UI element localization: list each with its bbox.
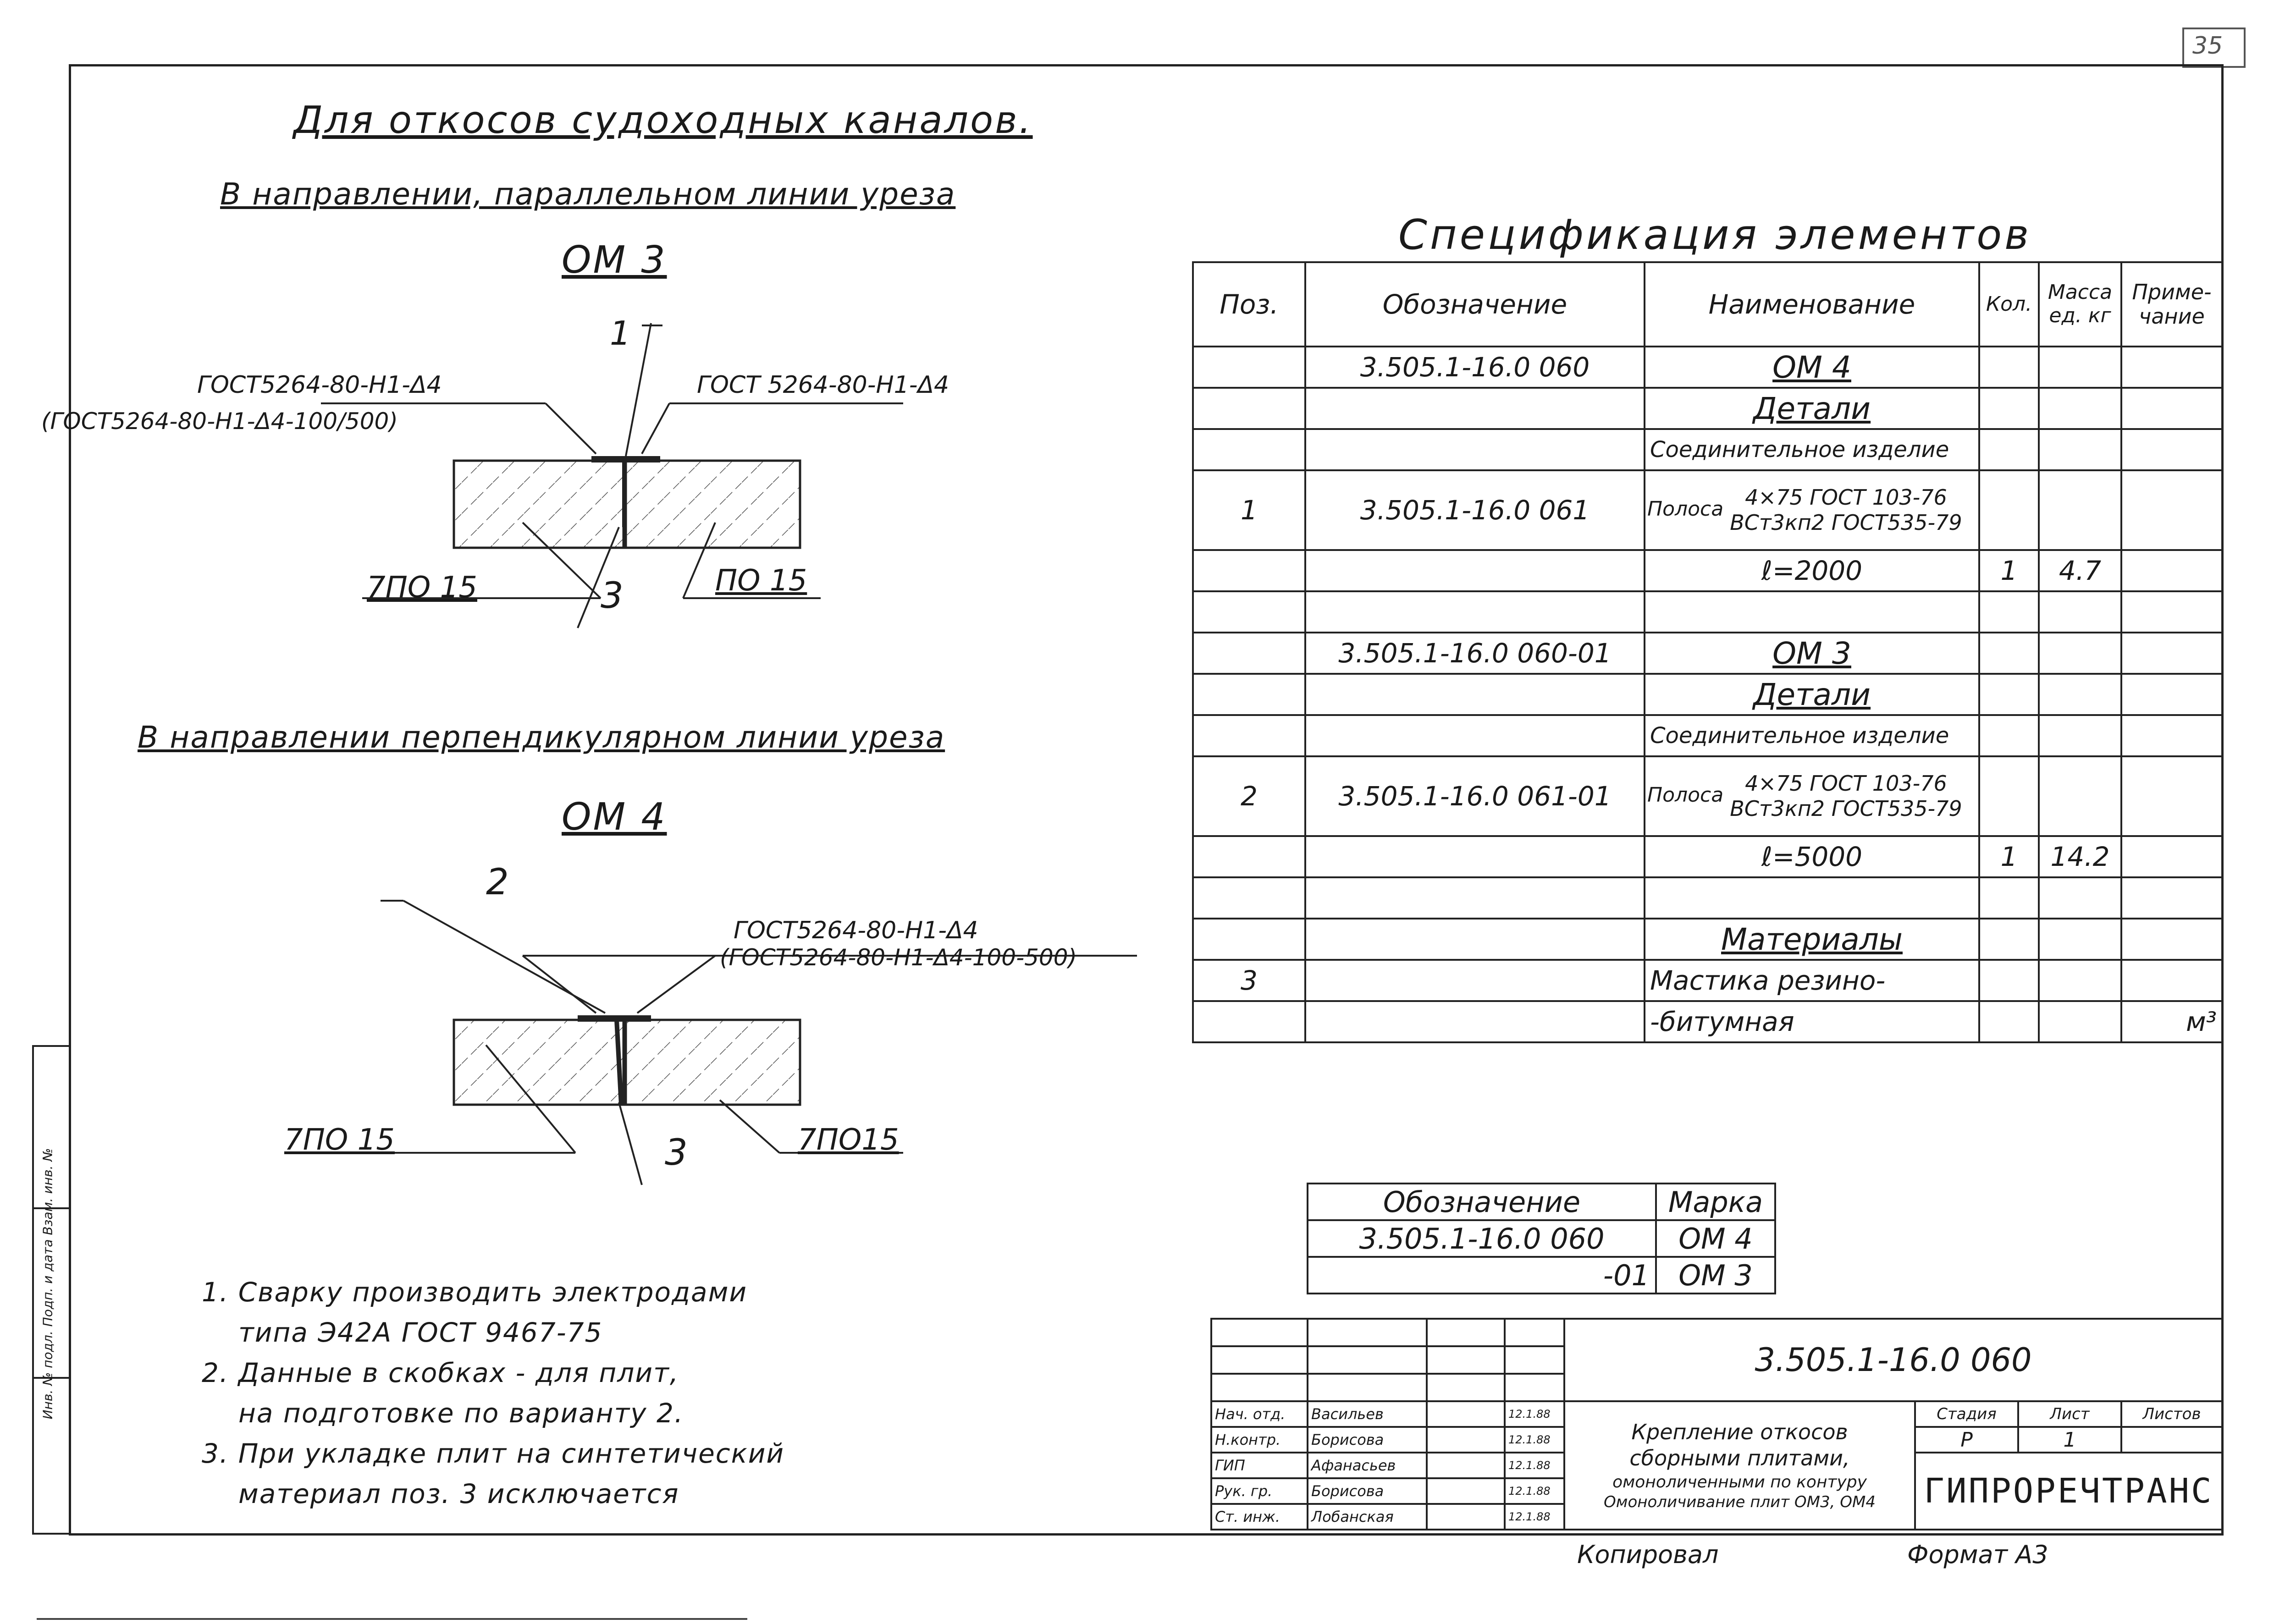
om4-slab-left (454, 1020, 626, 1105)
om3-weld-right: ГОСТ 5264-80-Н1-Δ4 (697, 371, 949, 399)
role-cell: Н.контр. (1211, 1427, 1308, 1453)
om4-slab-right-label: 7ПО15 (798, 1123, 899, 1157)
om4-weld-1: ГОСТ5264-80-Н1-Δ4 (734, 917, 978, 944)
spec-cell: ОМ 4 (1645, 347, 1979, 388)
table-row (1308, 1184, 1775, 1220)
spec-cell: 4×75 ГОСТ 103-76 (1745, 771, 1947, 796)
signature-cell (1427, 1478, 1505, 1504)
table-row (1193, 550, 2222, 591)
spec-cell: -битумная (1645, 1001, 1979, 1042)
spec-cell: 4.7 (2039, 550, 2121, 591)
om3-leader-3-label: 3 (601, 575, 624, 617)
table-row (1193, 1001, 2222, 1042)
om3-title: ОМ 3 (562, 238, 667, 282)
spec-cell: 1 (1979, 550, 2039, 591)
spec-cell: Полоса (1647, 497, 1724, 521)
copied-by: Копировал (1577, 1540, 1719, 1569)
frame-top (69, 64, 2224, 66)
spec-cell: 1 (1979, 836, 2039, 877)
spec-table (1192, 261, 2223, 1043)
om4-strip (578, 1015, 651, 1022)
om3-leader-1-label: 1 (610, 314, 631, 352)
spec-header-pos: Поз. (1193, 262, 1305, 347)
note-2a: 2. Данные в скобках - для плит, (202, 1357, 679, 1388)
role-cell: ГИП (1211, 1453, 1308, 1478)
spec-cell: Материалы (1645, 919, 1979, 960)
om4-weld-2: (ГОСТ5264-80-Н1-Δ4-100-500) (720, 944, 1077, 971)
desig-cell: -01 (1308, 1257, 1656, 1294)
date-cell: 12.1.88 (1505, 1401, 1564, 1427)
desig-cell: ОМ 4 (1656, 1220, 1775, 1257)
role-cell: Ст. инж. (1211, 1504, 1308, 1530)
signature-cell (1427, 1453, 1505, 1478)
table-row (1193, 877, 2222, 919)
signature-cell (1427, 1401, 1505, 1427)
note-1a: 1. Сварку производить электродами (202, 1277, 748, 1308)
om4-leader-3-label: 3 (665, 1132, 688, 1173)
om3-weld-left-1: ГОСТ5264-80-Н1-Δ4 (197, 371, 442, 399)
spec-cell: Соединительное изделие (1645, 715, 1979, 756)
table-row (1193, 756, 2222, 836)
spec-cell: ВСт3кп2 ГОСТ535-79 (1730, 510, 1962, 535)
desig-cell: 3.505.1-16.0 060 (1308, 1220, 1656, 1257)
description-cell (1564, 1401, 1915, 1530)
spec-header-note: Приме- чание (2121, 262, 2222, 347)
note-2b: на подготовке по варианту 2. (238, 1398, 684, 1429)
spec-cell: ℓ=2000 (1645, 550, 1979, 591)
spec-cell: Полоса (1647, 783, 1724, 807)
sheet-label: Лист (2018, 1401, 2121, 1427)
om4-title: ОМ 4 (562, 795, 667, 839)
om4-slab-left-label: 7ПО 15 (284, 1123, 395, 1157)
table-row (1193, 591, 2222, 633)
table-row (1211, 1401, 2222, 1427)
om4-leader-2-label: 2 (486, 862, 509, 903)
om3-slab-right (624, 461, 800, 548)
bottom-trim-line (37, 1618, 747, 1620)
role-cell: Рук. гр. (1211, 1478, 1308, 1504)
table-row (1193, 836, 2222, 877)
sheets-label: Листов (2121, 1401, 2222, 1427)
spec-cell: 1 (1193, 470, 1305, 550)
desig-header-designation: Обозначение (1308, 1184, 1656, 1220)
date-cell: 12.1.88 (1505, 1427, 1564, 1453)
note-3b: материал поз. 3 исключается (238, 1478, 679, 1509)
date-cell: 12.1.88 (1505, 1478, 1564, 1504)
sheet-value: 1 (2018, 1427, 2121, 1453)
spec-cell: Детали (1645, 388, 1979, 429)
signature-cell (1427, 1427, 1505, 1453)
organization: ГИПРОРЕЧТРАНС (1915, 1453, 2222, 1530)
designation-table (1307, 1183, 1776, 1294)
date-cell: 12.1.88 (1505, 1453, 1564, 1478)
table-row (1193, 919, 2222, 960)
notes-block (202, 1272, 784, 1514)
stage-label: Стадия (1915, 1401, 2018, 1427)
table-row (1193, 347, 2222, 388)
description-line: Омоноличивание плит ОМ3, ОМ4 (1604, 1492, 1876, 1511)
name-cell: Борисова (1308, 1427, 1427, 1453)
name-cell: Лобанская (1308, 1504, 1427, 1530)
doc-code: 3.505.1-16.0 060 (1564, 1319, 2222, 1401)
name-cell: Афанасьев (1308, 1453, 1427, 1478)
date-cell: 12.1.88 (1505, 1504, 1564, 1530)
desig-header-mark: Марка (1656, 1184, 1775, 1220)
table-row (1193, 429, 2222, 470)
om4-slab-right (624, 1020, 800, 1105)
spec-cell: 3.505.1-16.0 061-01 (1305, 756, 1645, 836)
om3-slab-left-label: 7ПО 15 (367, 571, 477, 605)
description-line: сборными плитами, (1629, 1446, 1850, 1471)
spec-header-mass: Масса ед. кг (2039, 262, 2121, 347)
spec-cell: ОМ 3 (1645, 633, 1979, 674)
format-label: Формат А3 (1907, 1540, 2048, 1569)
description-line: омоноличенными по контуру (1612, 1472, 1867, 1492)
spec-header-qty: Кол. (1979, 262, 2039, 347)
stage-value: Р (1915, 1427, 2018, 1453)
signature-cell (1427, 1504, 1505, 1530)
spec-cell: 3.505.1-16.0 060-01 (1305, 633, 1645, 674)
spec-cell: Мастика резино- (1645, 960, 1979, 1001)
corner-number: 35 (2192, 32, 2223, 60)
om3-slab-left (454, 461, 626, 548)
spec-cell: Соединительное изделие (1645, 429, 1979, 470)
spec-cell: ℓ=5000 (1645, 836, 1979, 877)
spec-title: Спецификация элементов (1398, 211, 2032, 259)
spec-cell: ВСт3кп2 ГОСТ535-79 (1730, 796, 1962, 821)
table-row (1308, 1257, 1775, 1294)
spec-cell: 2 (1193, 756, 1305, 836)
corner-number-box (2182, 28, 2246, 68)
table-row (1193, 715, 2222, 756)
spec-cell-strip (1645, 756, 1979, 836)
section-parallel-heading: В направлении, параллельном линии уреза (220, 176, 956, 212)
binding-stamp (32, 1045, 71, 1535)
section-perpendicular-heading: В направлении перпендикулярном линии уреза (138, 720, 945, 755)
binding-stamp-text: Инв. № подл. Подп. и дата Взам. инв. № (40, 1148, 55, 1420)
spec-header-designation: Обозначение (1305, 262, 1645, 347)
om3-slab-right-label: ПО 15 (715, 564, 807, 598)
spec-cell-strip (1645, 470, 1979, 550)
description-line: Крепление откосов (1631, 1419, 1848, 1444)
spec-cell: 4×75 ГОСТ 103-76 (1745, 484, 1947, 510)
note-3a: 3. При укладке плит на синтетический (202, 1438, 785, 1469)
note-1b: типа Э42А ГОСТ 9467-75 (238, 1317, 603, 1348)
main-title: Для откосов судоходных каналов. (293, 99, 1033, 142)
table-row (1193, 470, 2222, 550)
om4-drawing (321, 862, 1146, 1210)
spec-cell: м³ (2121, 1001, 2222, 1042)
table-row (1193, 674, 2222, 715)
name-cell: Васильев (1308, 1401, 1427, 1427)
table-row (1193, 633, 2222, 674)
name-cell: Борисова (1308, 1478, 1427, 1504)
title-block (1210, 1318, 2223, 1530)
table-row (1193, 960, 2222, 1001)
spec-cell: Детали (1645, 674, 1979, 715)
spec-cell: 14.2 (2039, 836, 2121, 877)
spec-cell: 3.505.1-16.0 061 (1305, 470, 1645, 550)
spec-header-row (1193, 262, 2222, 347)
desig-cell: ОМ 3 (1656, 1257, 1775, 1294)
role-cell: Нач. отд. (1211, 1401, 1308, 1427)
table-row (1193, 388, 2222, 429)
spec-header-name: Наименование (1645, 262, 1979, 347)
frame-bottom (69, 1533, 2224, 1536)
table-row (1308, 1220, 1775, 1257)
spec-cell: 3.505.1-16.0 060 (1305, 347, 1645, 388)
om3-weld-left-2: (ГОСТ5264-80-Н1-Δ4-100/500) (41, 408, 398, 435)
spec-cell: 3 (1193, 960, 1305, 1001)
